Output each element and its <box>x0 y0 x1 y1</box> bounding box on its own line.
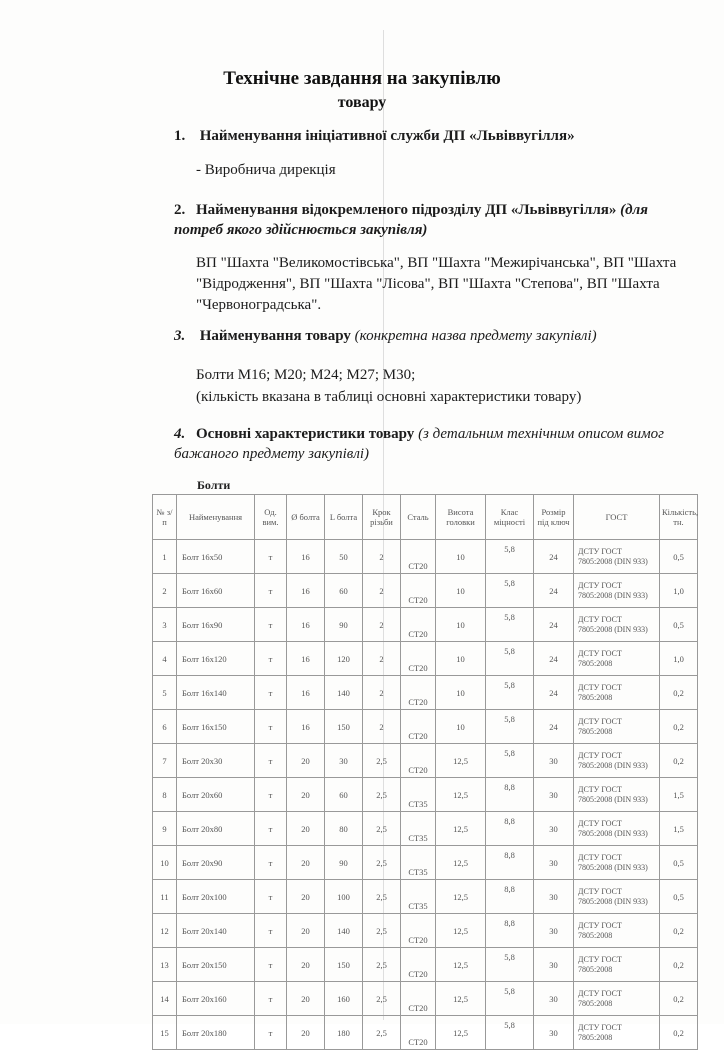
table-caption: Болти <box>197 478 231 492</box>
cell-steel: СТ35 <box>401 846 436 880</box>
cell-name: Болт 16х90 <box>177 608 255 642</box>
cell-quantity: 0,2 <box>660 676 698 710</box>
cell-num: 14 <box>153 982 177 1016</box>
cell-name: Болт 20х60 <box>177 778 255 812</box>
cell-pitch: 2 <box>363 642 401 676</box>
cell-length: 60 <box>325 574 363 608</box>
table-row <box>153 914 698 948</box>
cell-steel: СТ20 <box>401 914 436 948</box>
cell-quantity: 1,5 <box>660 812 698 846</box>
cell-steel: СТ20 <box>401 744 436 778</box>
cell-num: 11 <box>153 880 177 914</box>
cell-length: 100 <box>325 880 363 914</box>
document-title: Технічне завдання на закупівлю <box>223 68 501 89</box>
cell-head-height: 12,5 <box>436 812 486 846</box>
cell-pitch: 2,5 <box>363 982 401 1016</box>
section-4-note: (з детальним технічним описом вимог бажаного предмету закупівлі) <box>174 426 664 462</box>
cell-unit: т <box>255 846 287 880</box>
cell-quantity: 0,5 <box>660 608 698 642</box>
cell-gost: ДСТУ ГОСТ 7805:2008 <box>574 710 660 744</box>
section-4-title: Основні характеристики товару <box>196 426 415 442</box>
cell-head-height: 10 <box>436 676 486 710</box>
bolts-table <box>152 494 698 1050</box>
cell-name: Болт 16х50 <box>177 540 255 574</box>
cell-key-size: 30 <box>534 1016 574 1050</box>
cell-key-size: 30 <box>534 846 574 880</box>
table-row <box>153 744 698 778</box>
col-header-head-height: Висота головки <box>436 495 486 540</box>
section-2-heading <box>174 200 694 240</box>
cell-num: 12 <box>153 914 177 948</box>
cell-length: 160 <box>325 982 363 1016</box>
cell-length: 60 <box>325 778 363 812</box>
cell-strength-class: 5,8 <box>486 1016 534 1050</box>
section-2-number: 2. <box>174 202 186 218</box>
cell-name: Болт 16х140 <box>177 676 255 710</box>
cell-length: 140 <box>325 914 363 948</box>
cell-gost: ДСТУ ГОСТ 7805:2008 <box>574 1016 660 1050</box>
cell-strength-class: 5,8 <box>486 982 534 1016</box>
cell-steel: СТ20 <box>401 1016 436 1050</box>
cell-gost: ДСТУ ГОСТ 7805:2008 (DIN 933) <box>574 744 660 778</box>
cell-unit: т <box>255 744 287 778</box>
cell-unit: т <box>255 812 287 846</box>
section-2-note: (для потреб якого здійснюється закупівля) <box>174 202 648 238</box>
cell-diameter: 16 <box>287 540 325 574</box>
cell-steel: СТ20 <box>401 608 436 642</box>
cell-strength-class: 5,8 <box>486 744 534 778</box>
cell-name: Болт 20х160 <box>177 982 255 1016</box>
table-header-row <box>153 495 698 540</box>
section-3-body <box>196 364 581 408</box>
cell-quantity: 1,0 <box>660 574 698 608</box>
cell-name: Болт 20х80 <box>177 812 255 846</box>
cell-length: 140 <box>325 676 363 710</box>
cell-num: 9 <box>153 812 177 846</box>
cell-quantity: 0,2 <box>660 948 698 982</box>
cell-gost: ДСТУ ГОСТ 7805:2008 (DIN 933) <box>574 608 660 642</box>
cell-gost: ДСТУ ГОСТ 7805:2008 <box>574 676 660 710</box>
cell-diameter: 20 <box>287 778 325 812</box>
cell-name: Болт 20х150 <box>177 948 255 982</box>
cell-gost: ДСТУ ГОСТ 7805:2008 (DIN 933) <box>574 540 660 574</box>
cell-pitch: 2 <box>363 540 401 574</box>
cell-strength-class: 8,8 <box>486 812 534 846</box>
cell-key-size: 24 <box>534 710 574 744</box>
cell-quantity: 0,2 <box>660 744 698 778</box>
table-row <box>153 710 698 744</box>
cell-steel: СТ20 <box>401 676 436 710</box>
cell-steel: СТ35 <box>401 778 436 812</box>
cell-length: 150 <box>325 710 363 744</box>
cell-strength-class: 5,8 <box>486 574 534 608</box>
cell-diameter: 20 <box>287 880 325 914</box>
section-4-number: 4. <box>174 426 186 442</box>
table-row <box>153 846 698 880</box>
cell-head-height: 10 <box>436 710 486 744</box>
section-3-line-1: Болти М16; М20; М24; М27; М30; <box>196 367 416 383</box>
cell-name: Болт 20х180 <box>177 1016 255 1050</box>
cell-key-size: 30 <box>534 812 574 846</box>
cell-length: 50 <box>325 540 363 574</box>
col-header-steel: Сталь <box>401 495 436 540</box>
section-3-line-2: (кількість вказана в таблиці основні характеристики товару) <box>196 389 582 405</box>
cell-steel: СТ35 <box>401 812 436 846</box>
cell-head-height: 12,5 <box>436 948 486 982</box>
table-row <box>153 812 698 846</box>
cell-pitch: 2 <box>363 676 401 710</box>
cell-head-height: 10 <box>436 574 486 608</box>
cell-strength-class: 8,8 <box>486 778 534 812</box>
cell-quantity: 0,2 <box>660 1016 698 1050</box>
cell-quantity: 0,5 <box>660 846 698 880</box>
cell-pitch: 2,5 <box>363 744 401 778</box>
cell-num: 15 <box>153 1016 177 1050</box>
cell-num: 6 <box>153 710 177 744</box>
cell-strength-class: 5,8 <box>486 642 534 676</box>
cell-name: Болт 20х100 <box>177 880 255 914</box>
table-row <box>153 880 698 914</box>
cell-name: Болт 16х150 <box>177 710 255 744</box>
cell-num: 1 <box>153 540 177 574</box>
table-row <box>153 982 698 1016</box>
cell-diameter: 20 <box>287 812 325 846</box>
cell-unit: т <box>255 676 287 710</box>
col-header-length: L болта <box>325 495 363 540</box>
cell-unit: т <box>255 982 287 1016</box>
col-header-gost: ГОСТ <box>574 495 660 540</box>
cell-length: 80 <box>325 812 363 846</box>
cell-strength-class: 8,8 <box>486 846 534 880</box>
cell-key-size: 30 <box>534 880 574 914</box>
cell-gost: ДСТУ ГОСТ 7805:2008 <box>574 642 660 676</box>
cell-key-size: 24 <box>534 642 574 676</box>
cell-key-size: 30 <box>534 982 574 1016</box>
cell-key-size: 24 <box>534 540 574 574</box>
cell-head-height: 12,5 <box>436 914 486 948</box>
cell-pitch: 2 <box>363 574 401 608</box>
cell-pitch: 2,5 <box>363 914 401 948</box>
cell-num: 10 <box>153 846 177 880</box>
cell-name: Болт 20х90 <box>177 846 255 880</box>
cell-name: Болт 20х30 <box>177 744 255 778</box>
cell-pitch: 2,5 <box>363 778 401 812</box>
cell-diameter: 20 <box>287 744 325 778</box>
cell-num: 8 <box>153 778 177 812</box>
cell-gost: ДСТУ ГОСТ 7805:2008 (DIN 933) <box>574 880 660 914</box>
cell-key-size: 24 <box>534 574 574 608</box>
cell-gost: ДСТУ ГОСТ 7805:2008 <box>574 982 660 1016</box>
cell-head-height: 10 <box>436 642 486 676</box>
cell-num: 13 <box>153 948 177 982</box>
col-header-diameter: Ø болта <box>287 495 325 540</box>
cell-head-height: 12,5 <box>436 1016 486 1050</box>
cell-diameter: 16 <box>287 608 325 642</box>
col-header-unit: Од. вим. <box>255 495 287 540</box>
section-2-title: Найменування відокремленого підрозділу ДП «Львіввугілля» <box>196 202 617 218</box>
cell-unit: т <box>255 1016 287 1050</box>
cell-diameter: 20 <box>287 1016 325 1050</box>
cell-diameter: 16 <box>287 710 325 744</box>
cell-gost: ДСТУ ГОСТ 7805:2008 (DIN 933) <box>574 812 660 846</box>
cell-gost: ДСТУ ГОСТ 7805:2008 (DIN 933) <box>574 574 660 608</box>
cell-diameter: 20 <box>287 948 325 982</box>
cell-pitch: 2,5 <box>363 948 401 982</box>
cell-steel: СТ20 <box>401 948 436 982</box>
cell-pitch: 2,5 <box>363 880 401 914</box>
section-2-body: ВП "Шахта "Великомостівська", ВП "Шахта "Межирічанська", ВП "Шахта "Відродження", ВП "Шахта "Лісова", ВП "Шахта "Степова", ВП "Шахта "Червоноградська". <box>196 255 677 313</box>
table-row <box>153 948 698 982</box>
cell-steel: СТ35 <box>401 880 436 914</box>
document-title-line2: товару <box>337 94 387 111</box>
table-row <box>153 540 698 574</box>
cell-head-height: 12,5 <box>436 744 486 778</box>
section-4-heading <box>174 424 698 464</box>
cell-length: 150 <box>325 948 363 982</box>
cell-quantity: 0,2 <box>660 710 698 744</box>
cell-key-size: 24 <box>534 676 574 710</box>
cell-unit: т <box>255 914 287 948</box>
section-1-title: Найменування ініціативної служби ДП «Львіввугілля» <box>199 128 575 144</box>
cell-head-height: 12,5 <box>436 982 486 1016</box>
section-1-number: 1. <box>174 128 186 144</box>
cell-length: 180 <box>325 1016 363 1050</box>
section-1-heading <box>174 126 575 146</box>
section-3-title: Найменування товару <box>199 328 351 344</box>
cell-unit: т <box>255 880 287 914</box>
cell-quantity: 0,5 <box>660 880 698 914</box>
cell-pitch: 2,5 <box>363 812 401 846</box>
table-row <box>153 574 698 608</box>
cell-key-size: 30 <box>534 744 574 778</box>
cell-key-size: 30 <box>534 778 574 812</box>
cell-steel: СТ20 <box>401 574 436 608</box>
cell-head-height: 12,5 <box>436 846 486 880</box>
cell-key-size: 30 <box>534 914 574 948</box>
cell-diameter: 16 <box>287 676 325 710</box>
cell-name: Болт 16х120 <box>177 642 255 676</box>
table-row <box>153 608 698 642</box>
cell-gost: ДСТУ ГОСТ 7805:2008 <box>574 948 660 982</box>
col-header-strength-class: Клас міцності <box>486 495 534 540</box>
cell-pitch: 2,5 <box>363 846 401 880</box>
section-3-heading <box>174 326 597 346</box>
cell-steel: СТ20 <box>401 642 436 676</box>
col-header-name: Найменування <box>177 495 255 540</box>
cell-gost: ДСТУ ГОСТ 7805:2008 (DIN 933) <box>574 846 660 880</box>
cell-diameter: 20 <box>287 982 325 1016</box>
cell-strength-class: 8,8 <box>486 880 534 914</box>
cell-quantity: 0,2 <box>660 914 698 948</box>
cell-steel: СТ20 <box>401 540 436 574</box>
cell-gost: ДСТУ ГОСТ 7805:2008 <box>574 914 660 948</box>
cell-length: 90 <box>325 846 363 880</box>
cell-quantity: 0,5 <box>660 540 698 574</box>
col-header-quantity: Кількість, тн. <box>660 495 698 540</box>
cell-unit: т <box>255 948 287 982</box>
cell-head-height: 10 <box>436 540 486 574</box>
cell-strength-class: 5,8 <box>486 608 534 642</box>
cell-unit: т <box>255 574 287 608</box>
col-header-num: № з/п <box>153 495 177 540</box>
cell-length: 30 <box>325 744 363 778</box>
cell-pitch: 2,5 <box>363 1016 401 1050</box>
cell-unit: т <box>255 642 287 676</box>
cell-diameter: 16 <box>287 574 325 608</box>
cell-quantity: 1,5 <box>660 778 698 812</box>
cell-head-height: 12,5 <box>436 778 486 812</box>
cell-length: 120 <box>325 642 363 676</box>
cell-strength-class: 5,8 <box>486 948 534 982</box>
cell-num: 4 <box>153 642 177 676</box>
cell-steel: СТ20 <box>401 710 436 744</box>
cell-head-height: 10 <box>436 608 486 642</box>
table-row <box>153 676 698 710</box>
cell-strength-class: 8,8 <box>486 914 534 948</box>
cell-head-height: 12,5 <box>436 880 486 914</box>
section-1-item: - Виробнича дирекція <box>196 162 336 178</box>
cell-steel: СТ20 <box>401 982 436 1016</box>
cell-quantity: 1,0 <box>660 642 698 676</box>
cell-strength-class: 5,8 <box>486 676 534 710</box>
cell-strength-class: 5,8 <box>486 540 534 574</box>
cell-pitch: 2 <box>363 608 401 642</box>
cell-num: 2 <box>153 574 177 608</box>
table-body <box>153 540 698 1050</box>
cell-unit: т <box>255 608 287 642</box>
cell-unit: т <box>255 540 287 574</box>
cell-name: Болт 20х140 <box>177 914 255 948</box>
cell-unit: т <box>255 778 287 812</box>
cell-pitch: 2 <box>363 710 401 744</box>
cell-name: Болт 16х60 <box>177 574 255 608</box>
table-row <box>153 642 698 676</box>
cell-length: 90 <box>325 608 363 642</box>
cell-strength-class: 5,8 <box>486 710 534 744</box>
cell-key-size: 24 <box>534 608 574 642</box>
section-3-note: (конкретна назва предмету закупівлі) <box>354 328 597 344</box>
cell-diameter: 16 <box>287 642 325 676</box>
cell-quantity: 0,2 <box>660 982 698 1016</box>
cell-num: 3 <box>153 608 177 642</box>
col-header-pitch: Крок різьби <box>363 495 401 540</box>
section-3-number: 3. <box>174 328 186 344</box>
table-row <box>153 778 698 812</box>
cell-gost: ДСТУ ГОСТ 7805:2008 (DIN 933) <box>574 778 660 812</box>
table-row <box>153 1016 698 1050</box>
col-header-key-size: Розмір під ключ <box>534 495 574 540</box>
cell-key-size: 30 <box>534 948 574 982</box>
cell-num: 7 <box>153 744 177 778</box>
cell-num: 5 <box>153 676 177 710</box>
cell-diameter: 20 <box>287 914 325 948</box>
cell-diameter: 20 <box>287 846 325 880</box>
cell-unit: т <box>255 710 287 744</box>
